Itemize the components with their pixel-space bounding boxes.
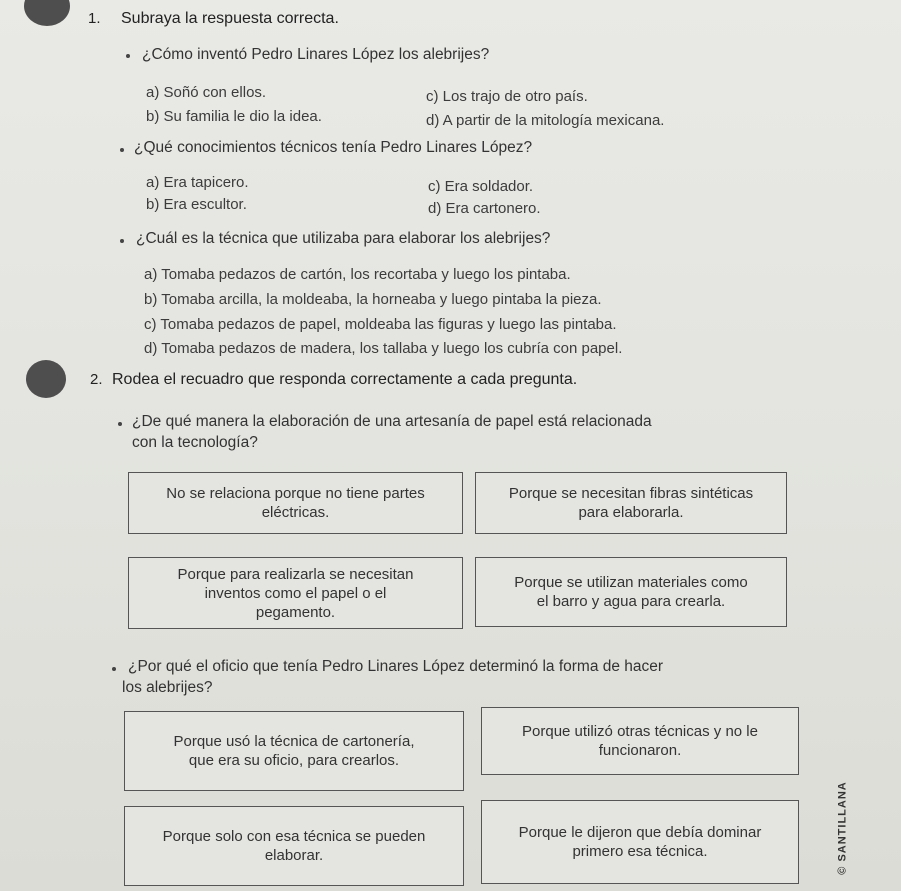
bullet — [112, 667, 116, 671]
question-3-option-a[interactable]: a) Tomaba pedazos de cartón, los recortaba y luego los pintaba. — [144, 266, 571, 283]
answer-box-line: Porque utilizó otras técnicas y no le — [522, 723, 758, 740]
bullet — [120, 239, 124, 243]
bullet — [120, 148, 124, 152]
answer-box-line: eléctricas. — [261, 504, 330, 521]
section-2-number: 2. — [90, 371, 103, 388]
section-1-badge — [24, 0, 70, 26]
publisher-mark — [828, 778, 858, 878]
answer-box[interactable] — [481, 707, 799, 775]
question-1-option-a[interactable]: a) Soñó con ellos. — [146, 84, 267, 101]
answer-box[interactable] — [475, 557, 787, 627]
answer-box-line: funcionaron. — [598, 742, 682, 759]
answer-box-line: el barro y agua para crearla. — [536, 593, 726, 610]
s2-question-1-line-2: con la tecnología? — [132, 434, 258, 451]
answer-box[interactable] — [124, 806, 464, 886]
section-1-number: 1. — [88, 10, 101, 27]
s2-question-2-line-2: los alebrijes? — [122, 679, 213, 696]
question-1-text: ¿Cómo inventó Pedro Linares López los alebrijes? — [142, 46, 490, 63]
question-2-option-c[interactable]: c) Era soldador. — [428, 178, 534, 195]
answer-box-line: Porque le dijeron que debía dominar — [518, 824, 762, 841]
section-1-instruction: Subraya la respuesta correcta. — [121, 10, 339, 27]
question-3-text: ¿Cuál es la técnica que utilizaba para elaborar los alebrijes? — [136, 230, 551, 247]
answer-box-line: Porque para realizarla se necesitan — [177, 565, 414, 583]
answer-box-line: elaborar. — [264, 847, 324, 864]
question-1-option-d[interactable]: d) A partir de la mitología mexicana. — [426, 112, 665, 129]
answer-box-line: Porque se necesitan fibras sintéticas — [508, 485, 754, 502]
answer-box-line: pegamento. — [255, 603, 336, 621]
section-2-instruction: Rodea el recuadro que responda correctamente a cada pregunta. — [112, 371, 578, 388]
question-2-option-b[interactable]: b) Era escultor. — [146, 196, 247, 213]
answer-box-line: No se relaciona porque no tiene partes — [166, 485, 425, 502]
answer-box-line: inventos como el papel o el — [204, 584, 387, 602]
answer-box-line: Porque usó la técnica de cartonería, — [173, 733, 415, 750]
question-3-option-d[interactable]: d) Tomaba pedazos de madera, los tallaba y luego los cubría con papel. — [144, 340, 623, 357]
answer-box[interactable] — [128, 557, 463, 629]
answer-box-line: para elaborarla. — [578, 504, 684, 521]
bullet — [118, 422, 122, 426]
question-2-option-d[interactable]: d) Era cartonero. — [428, 200, 541, 217]
answer-box-line: Porque solo con esa técnica se pueden — [162, 828, 426, 845]
s2-question-1-line-1: ¿De qué manera la elaboración de una artesanía de papel está relacionada — [132, 413, 652, 430]
question-2-option-a[interactable]: a) Era tapicero. — [146, 174, 249, 191]
question-1-option-c[interactable]: c) Los trajo de otro país. — [426, 88, 588, 105]
answer-box[interactable] — [128, 472, 463, 534]
publisher-text: © SANTILLANA — [837, 781, 849, 875]
answer-box-line: primero esa técnica. — [572, 843, 708, 860]
question-2-text: ¿Qué conocimientos técnicos tenía Pedro Linares López? — [134, 139, 533, 156]
answer-box-line: que era su oficio, para crearlos. — [188, 752, 400, 769]
s2-question-2-line-1: ¿Por qué el oficio que tenía Pedro Linares López determinó la forma de hacer — [128, 658, 664, 675]
section-2-badge — [26, 360, 66, 398]
answer-box[interactable] — [475, 472, 787, 534]
answer-box-line: Porque se utilizan materiales como — [514, 574, 748, 591]
bullet — [126, 54, 130, 58]
answer-box[interactable] — [124, 711, 464, 791]
question-3-option-b[interactable]: b) Tomaba arcilla, la moldeaba, la horneaba y luego pintaba la pieza. — [144, 291, 602, 308]
question-3-option-c[interactable]: c) Tomaba pedazos de papel, moldeaba las figuras y luego las pintaba. — [144, 316, 617, 333]
question-1-option-b[interactable]: b) Su familia le dio la idea. — [146, 108, 322, 125]
answer-box[interactable] — [481, 800, 799, 884]
